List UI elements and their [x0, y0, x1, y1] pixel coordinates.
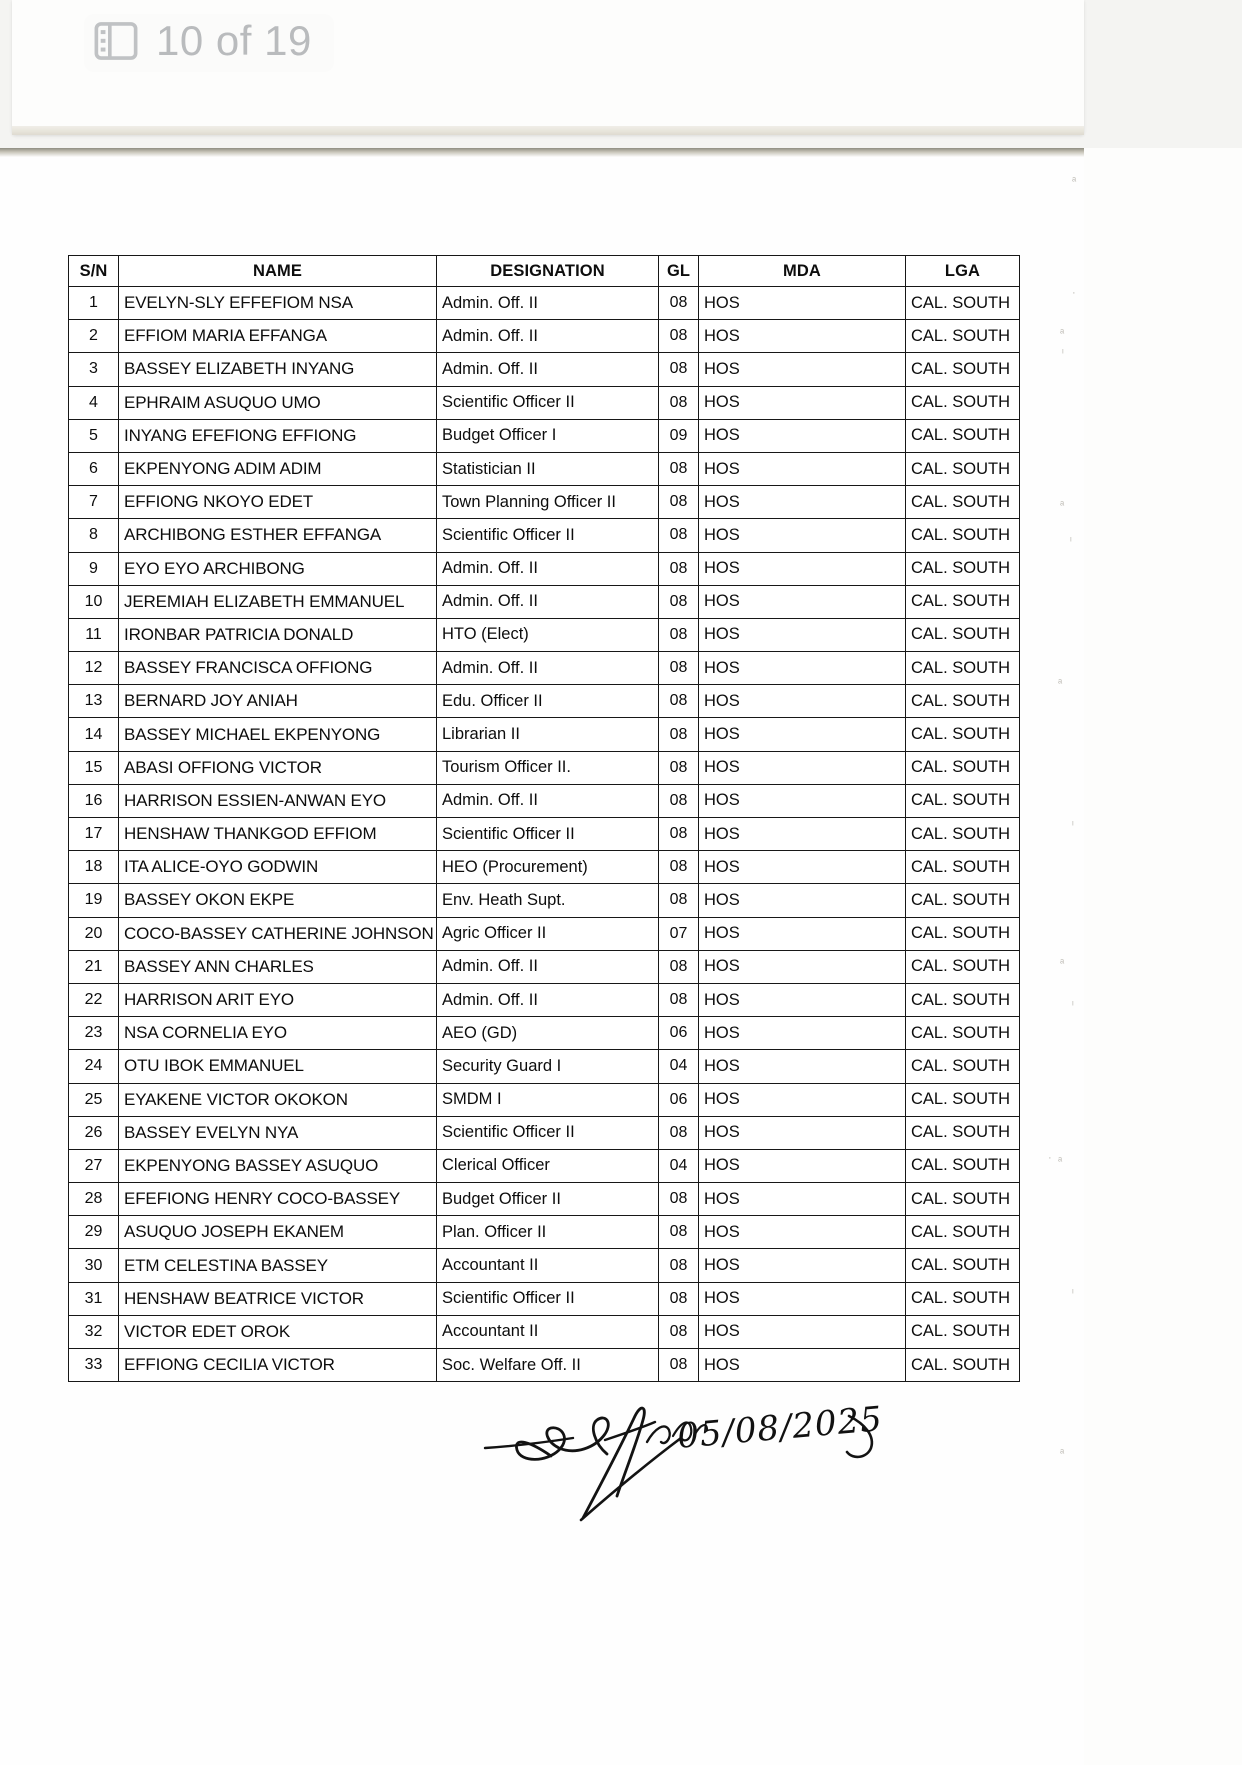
cell-mda: HOS — [699, 1282, 906, 1315]
table-row — [69, 585, 1020, 618]
cell-name: EPHRAIM ASUQUO UMO — [119, 386, 437, 419]
cell-name: JEREMIAH ELIZABETH EMMANUEL — [119, 585, 437, 618]
cell-gl: 08 — [659, 950, 699, 983]
cell-gl: 08 — [659, 320, 699, 353]
cell-sn: 11 — [69, 618, 119, 651]
cell-gl: 08 — [659, 287, 699, 320]
cell-lga: CAL. SOUTH — [906, 1216, 1020, 1249]
cell-mda: HOS — [699, 983, 906, 1016]
scanned-document-page — [0, 148, 1242, 1765]
cell-sn: 2 — [69, 320, 119, 353]
cell-sn: 28 — [69, 1183, 119, 1216]
table-row — [69, 1282, 1020, 1315]
cell-mda: HOS — [699, 1216, 906, 1249]
cell-name: ITA ALICE-OYO GODWIN — [119, 851, 437, 884]
cell-lga: CAL. SOUTH — [906, 983, 1020, 1016]
page-right-margin — [1084, 148, 1242, 1765]
table-row — [69, 287, 1020, 320]
table-row — [69, 950, 1020, 983]
page-indicator[interactable] — [84, 14, 334, 72]
cell-name: EKPENYONG ADIM ADIM — [119, 452, 437, 485]
cell-designation: Admin. Off. II — [437, 784, 659, 817]
table-row — [69, 718, 1020, 751]
scan-speckle: ᵃ — [1060, 499, 1065, 511]
cell-designation: AEO (GD) — [437, 1017, 659, 1050]
cell-lga: CAL. SOUTH — [906, 851, 1020, 884]
cell-lga: CAL. SOUTH — [906, 486, 1020, 519]
cell-gl: 08 — [659, 1315, 699, 1348]
staff-list-body — [69, 287, 1020, 1382]
cell-lga: CAL. SOUTH — [906, 917, 1020, 950]
page-card-edge — [12, 126, 1084, 135]
cell-lga: CAL. SOUTH — [906, 320, 1020, 353]
cell-mda: HOS — [699, 419, 906, 452]
cell-sn: 15 — [69, 751, 119, 784]
cell-name: OTU IBOK EMMANUEL — [119, 1050, 437, 1083]
cell-name: EFFIONG CECILIA VICTOR — [119, 1349, 437, 1382]
cell-designation: Admin. Off. II — [437, 950, 659, 983]
table-row — [69, 618, 1020, 651]
cell-lga: CAL. SOUTH — [906, 1116, 1020, 1149]
page-preview-card — [12, 0, 1084, 135]
table-row — [69, 452, 1020, 485]
cell-name: BASSEY MICHAEL EKPENYONG — [119, 718, 437, 751]
cell-gl: 08 — [659, 818, 699, 851]
signature-block — [455, 1400, 925, 1590]
cell-name: NSA CORNELIA EYO — [119, 1017, 437, 1050]
scan-speckle: ᵃ — [1060, 327, 1065, 339]
cell-mda: HOS — [699, 1249, 906, 1282]
cell-sn: 19 — [69, 884, 119, 917]
cell-mda: HOS — [699, 718, 906, 751]
cell-sn: 31 — [69, 1282, 119, 1315]
cell-designation: Admin. Off. II — [437, 652, 659, 685]
cell-gl: 08 — [659, 486, 699, 519]
table-row — [69, 818, 1020, 851]
cell-name: HARRISON ESSIEN-ANWAN EYO — [119, 784, 437, 817]
cell-lga: CAL. SOUTH — [906, 1149, 1020, 1182]
cell-name: EYAKENE VICTOR OKOKON — [119, 1083, 437, 1116]
cell-name: BASSEY EVELYN NYA — [119, 1116, 437, 1149]
table-row — [69, 1017, 1020, 1050]
cell-mda: HOS — [699, 585, 906, 618]
scan-speckle: · — [1048, 1152, 1052, 1164]
cell-designation: Admin. Off. II — [437, 320, 659, 353]
cell-designation: Admin. Off. II — [437, 585, 659, 618]
cell-mda: HOS — [699, 618, 906, 651]
cell-name: EFFIOM MARIA EFFANGA — [119, 320, 437, 353]
cell-mda: HOS — [699, 386, 906, 419]
cell-sn: 6 — [69, 452, 119, 485]
cell-mda: HOS — [699, 851, 906, 884]
cell-designation: Tourism Officer II. — [437, 751, 659, 784]
cell-name: EKPENYONG BASSEY ASUQUO — [119, 1149, 437, 1182]
cell-lga: CAL. SOUTH — [906, 386, 1020, 419]
cell-gl: 08 — [659, 353, 699, 386]
cell-gl: 08 — [659, 1349, 699, 1382]
scan-speckle: ᶦ — [1062, 347, 1064, 359]
cell-lga: CAL. SOUTH — [906, 452, 1020, 485]
cell-lga: CAL. SOUTH — [906, 784, 1020, 817]
cell-lga: CAL. SOUTH — [906, 519, 1020, 552]
cell-mda: HOS — [699, 751, 906, 784]
cell-sn: 5 — [69, 419, 119, 452]
cell-name: HENSHAW THANKGOD EFFIOM — [119, 818, 437, 851]
cell-designation: Scientific Officer II — [437, 818, 659, 851]
table-row — [69, 983, 1020, 1016]
cell-designation: Accountant II — [437, 1249, 659, 1282]
cell-mda: HOS — [699, 353, 906, 386]
table-row — [69, 552, 1020, 585]
cell-mda: HOS — [699, 1017, 906, 1050]
cell-gl: 09 — [659, 419, 699, 452]
scan-speckle: ᵃ — [1060, 957, 1065, 969]
table-row — [69, 1050, 1020, 1083]
cell-lga: CAL. SOUTH — [906, 585, 1020, 618]
cell-mda: HOS — [699, 1116, 906, 1149]
cell-designation: Security Guard I — [437, 1050, 659, 1083]
cell-sn: 3 — [69, 353, 119, 386]
column-header-name: NAME — [119, 256, 437, 287]
cell-lga: CAL. SOUTH — [906, 950, 1020, 983]
table-row — [69, 751, 1020, 784]
cell-mda: HOS — [699, 652, 906, 685]
cell-mda: HOS — [699, 486, 906, 519]
cell-designation: Scientific Officer II — [437, 386, 659, 419]
cell-mda: HOS — [699, 818, 906, 851]
cell-sn: 12 — [69, 652, 119, 685]
cell-name: BERNARD JOY ANIAH — [119, 685, 437, 718]
column-header-mda: MDA — [699, 256, 906, 287]
cell-gl: 06 — [659, 1017, 699, 1050]
cell-gl: 08 — [659, 884, 699, 917]
cell-lga: CAL. SOUTH — [906, 652, 1020, 685]
cell-mda: HOS — [699, 320, 906, 353]
cell-designation: Accountant II — [437, 1315, 659, 1348]
cell-designation: Env. Heath Supt. — [437, 884, 659, 917]
table-row — [69, 486, 1020, 519]
cell-sn: 13 — [69, 685, 119, 718]
cell-mda: HOS — [699, 950, 906, 983]
table-row — [69, 1315, 1020, 1348]
cell-lga: CAL. SOUTH — [906, 685, 1020, 718]
cell-lga: CAL. SOUTH — [906, 1249, 1020, 1282]
cell-mda: HOS — [699, 1349, 906, 1382]
cell-designation: SMDM I — [437, 1083, 659, 1116]
page-indicator-label: 10 of 19 — [156, 17, 312, 64]
panel-layout-icon[interactable] — [94, 21, 138, 61]
cell-mda: HOS — [699, 1050, 906, 1083]
handwritten-signature-icon — [455, 1400, 925, 1590]
cell-name: HARRISON ARIT EYO — [119, 983, 437, 1016]
cell-gl: 08 — [659, 1116, 699, 1149]
cell-gl: 08 — [659, 552, 699, 585]
cell-lga: CAL. SOUTH — [906, 618, 1020, 651]
cell-sn: 32 — [69, 1315, 119, 1348]
cell-sn: 24 — [69, 1050, 119, 1083]
cell-sn: 33 — [69, 1349, 119, 1382]
cell-sn: 17 — [69, 818, 119, 851]
cell-sn: 21 — [69, 950, 119, 983]
cell-mda: HOS — [699, 1183, 906, 1216]
table-row — [69, 884, 1020, 917]
cell-mda: HOS — [699, 685, 906, 718]
table-row — [69, 353, 1020, 386]
cell-designation: Admin. Off. II — [437, 983, 659, 1016]
cell-designation: Soc. Welfare Off. II — [437, 1349, 659, 1382]
cell-name: VICTOR EDET OROK — [119, 1315, 437, 1348]
table-row — [69, 1183, 1020, 1216]
scan-speckle: ᵃ — [1058, 1155, 1063, 1167]
scan-speckle: ᶦ — [1072, 1287, 1074, 1299]
cell-lga: CAL. SOUTH — [906, 884, 1020, 917]
cell-mda: HOS — [699, 452, 906, 485]
staff-list-table — [68, 255, 1020, 1382]
cell-name: BASSEY OKON EKPE — [119, 884, 437, 917]
column-header-sn: S/N — [69, 256, 119, 287]
cell-sn: 4 — [69, 386, 119, 419]
cell-gl: 08 — [659, 784, 699, 817]
cell-mda: HOS — [699, 519, 906, 552]
cell-lga: CAL. SOUTH — [906, 751, 1020, 784]
table-row — [69, 1349, 1020, 1382]
table-row — [69, 419, 1020, 452]
cell-designation: Budget Officer I — [437, 419, 659, 452]
table-row — [69, 320, 1020, 353]
cell-name: EFEFIONG HENRY COCO-BASSEY — [119, 1183, 437, 1216]
table-row — [69, 1149, 1020, 1182]
cell-sn: 8 — [69, 519, 119, 552]
cell-designation: Clerical Officer — [437, 1149, 659, 1182]
cell-mda: HOS — [699, 917, 906, 950]
scan-speckle: ᶦ — [1072, 999, 1074, 1011]
cell-gl: 08 — [659, 851, 699, 884]
cell-lga: CAL. SOUTH — [906, 1282, 1020, 1315]
cell-sn: 26 — [69, 1116, 119, 1149]
cell-sn: 14 — [69, 718, 119, 751]
cell-name: EYO EYO ARCHIBONG — [119, 552, 437, 585]
scan-speckle: ᵃ — [1072, 175, 1077, 187]
column-header-lga: LGA — [906, 256, 1020, 287]
table-row — [69, 685, 1020, 718]
cell-name: EFFIONG NKOYO EDET — [119, 486, 437, 519]
cell-lga: CAL. SOUTH — [906, 353, 1020, 386]
cell-mda: HOS — [699, 1149, 906, 1182]
cell-name: BASSEY ELIZABETH INYANG — [119, 353, 437, 386]
scan-speckle: ᶦ — [1072, 819, 1074, 831]
cell-lga: CAL. SOUTH — [906, 1017, 1020, 1050]
cell-lga: CAL. SOUTH — [906, 1083, 1020, 1116]
cell-name: BASSEY FRANCISCA OFFIONG — [119, 652, 437, 685]
cell-sn: 20 — [69, 917, 119, 950]
viewer-header — [0, 0, 1242, 148]
cell-gl: 08 — [659, 751, 699, 784]
cell-mda: HOS — [699, 1315, 906, 1348]
cell-gl: 08 — [659, 1183, 699, 1216]
cell-name: COCO-BASSEY CATHERINE JOHNSON — [119, 917, 437, 950]
cell-designation: Budget Officer II — [437, 1183, 659, 1216]
table-header-row — [69, 256, 1020, 287]
page-top-shadow — [0, 148, 1242, 157]
cell-mda: HOS — [699, 884, 906, 917]
cell-mda: HOS — [699, 1083, 906, 1116]
cell-gl: 08 — [659, 983, 699, 1016]
cell-designation: Admin. Off. II — [437, 353, 659, 386]
cell-name: ABASI OFFIONG VICTOR — [119, 751, 437, 784]
cell-gl: 08 — [659, 1216, 699, 1249]
cell-name: INYANG EFEFIONG EFFIONG — [119, 419, 437, 452]
cell-sn: 9 — [69, 552, 119, 585]
column-header-gl: GL — [659, 256, 699, 287]
table-row — [69, 1249, 1020, 1282]
scan-speckle: ᶦ — [1070, 535, 1072, 547]
cell-lga: CAL. SOUTH — [906, 1349, 1020, 1382]
cell-gl: 04 — [659, 1050, 699, 1083]
cell-designation: Librarian II — [437, 718, 659, 751]
cell-gl: 07 — [659, 917, 699, 950]
cell-gl: 08 — [659, 652, 699, 685]
column-header-designation: DESIGNATION — [437, 256, 659, 287]
scan-speckle: ᵃ — [1058, 677, 1063, 689]
cell-sn: 22 — [69, 983, 119, 1016]
scan-speckle: · — [1072, 287, 1076, 299]
signature-date: 05/08/2025 — [675, 1399, 885, 1457]
cell-lga: CAL. SOUTH — [906, 1183, 1020, 1216]
cell-sn: 16 — [69, 784, 119, 817]
cell-name: ETM CELESTINA BASSEY — [119, 1249, 437, 1282]
cell-mda: HOS — [699, 784, 906, 817]
cell-designation: Plan. Officer II — [437, 1216, 659, 1249]
cell-sn: 10 — [69, 585, 119, 618]
cell-lga: CAL. SOUTH — [906, 818, 1020, 851]
table-row — [69, 1083, 1020, 1116]
cell-name: BASSEY ANN CHARLES — [119, 950, 437, 983]
cell-sn: 25 — [69, 1083, 119, 1116]
cell-name: ARCHIBONG ESTHER EFFANGA — [119, 519, 437, 552]
cell-designation: HTO (Elect) — [437, 618, 659, 651]
cell-sn: 23 — [69, 1017, 119, 1050]
cell-lga: CAL. SOUTH — [906, 1050, 1020, 1083]
cell-designation: Agric Officer II — [437, 917, 659, 950]
table-row — [69, 917, 1020, 950]
table-row — [69, 1216, 1020, 1249]
cell-gl: 08 — [659, 685, 699, 718]
cell-gl: 04 — [659, 1149, 699, 1182]
cell-gl: 08 — [659, 386, 699, 419]
cell-lga: CAL. SOUTH — [906, 552, 1020, 585]
table-row — [69, 652, 1020, 685]
cell-designation: Scientific Officer II — [437, 1116, 659, 1149]
cell-gl: 08 — [659, 519, 699, 552]
cell-gl: 08 — [659, 1282, 699, 1315]
cell-designation: Admin. Off. II — [437, 287, 659, 320]
cell-designation: Scientific Officer II — [437, 1282, 659, 1315]
cell-sn: 30 — [69, 1249, 119, 1282]
cell-designation: Town Planning Officer II — [437, 486, 659, 519]
cell-sn: 1 — [69, 287, 119, 320]
cell-lga: CAL. SOUTH — [906, 287, 1020, 320]
cell-designation: Admin. Off. II — [437, 552, 659, 585]
table-row — [69, 851, 1020, 884]
cell-lga: CAL. SOUTH — [906, 419, 1020, 452]
cell-designation: Statistician II — [437, 452, 659, 485]
cell-designation: Edu. Officer II — [437, 685, 659, 718]
cell-lga: CAL. SOUTH — [906, 718, 1020, 751]
table-row — [69, 784, 1020, 817]
table-row — [69, 386, 1020, 419]
cell-name: EVELYN-SLY EFFEFIOM NSA — [119, 287, 437, 320]
cell-sn: 18 — [69, 851, 119, 884]
scan-speckle: ᵃ — [1060, 1447, 1065, 1459]
cell-designation: Scientific Officer II — [437, 519, 659, 552]
cell-gl: 08 — [659, 618, 699, 651]
cell-gl: 08 — [659, 452, 699, 485]
cell-designation: HEO (Procurement) — [437, 851, 659, 884]
cell-gl: 08 — [659, 718, 699, 751]
table-row — [69, 1116, 1020, 1149]
cell-gl: 08 — [659, 1249, 699, 1282]
cell-gl: 06 — [659, 1083, 699, 1116]
cell-name: HENSHAW BEATRICE VICTOR — [119, 1282, 437, 1315]
table-row — [69, 519, 1020, 552]
cell-sn: 29 — [69, 1216, 119, 1249]
cell-sn: 27 — [69, 1149, 119, 1182]
cell-lga: CAL. SOUTH — [906, 1315, 1020, 1348]
cell-name: IRONBAR PATRICIA DONALD — [119, 618, 437, 651]
cell-gl: 08 — [659, 585, 699, 618]
cell-mda: HOS — [699, 287, 906, 320]
cell-name: ASUQUO JOSEPH EKANEM — [119, 1216, 437, 1249]
cell-sn: 7 — [69, 486, 119, 519]
cell-mda: HOS — [699, 552, 906, 585]
